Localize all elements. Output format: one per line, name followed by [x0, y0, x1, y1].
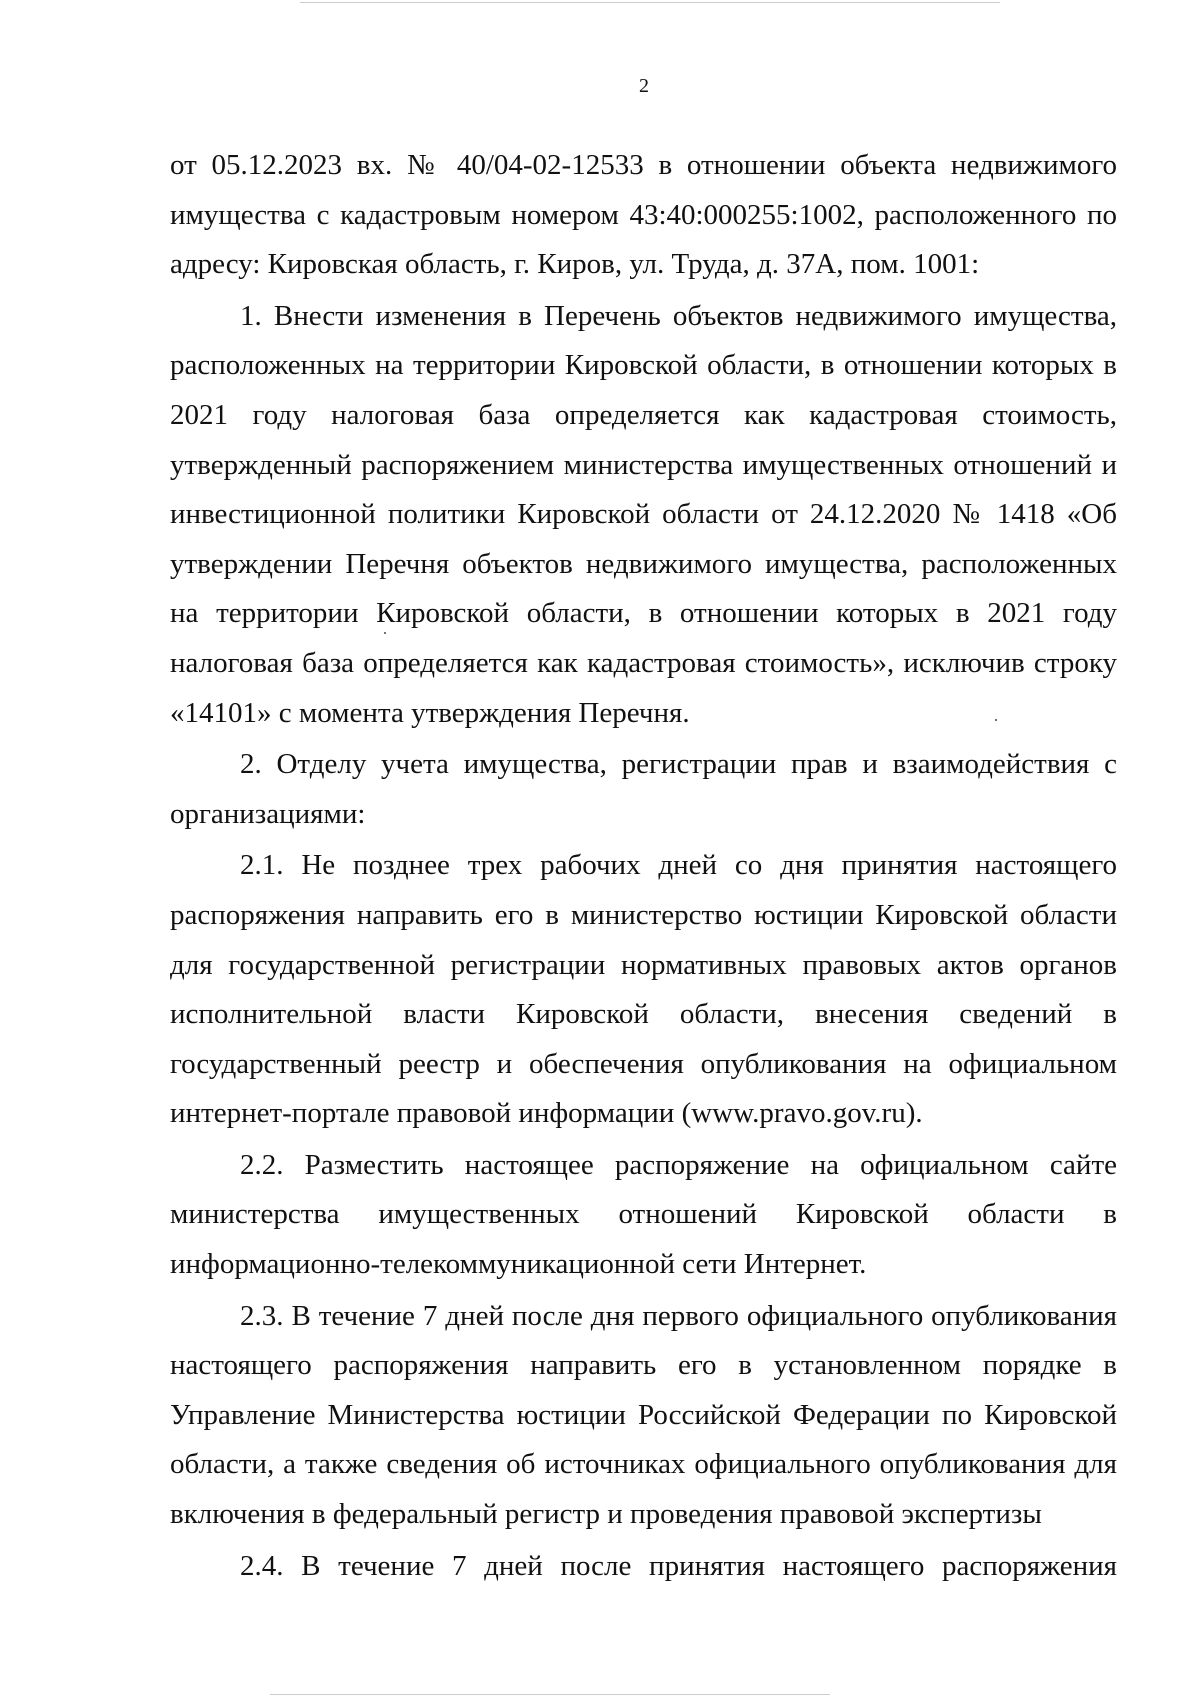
scan-artifact-top: [300, 2, 1000, 3]
page-number: 2: [639, 75, 649, 97]
document-body: [170, 141, 1117, 1593]
scan-speck: [384, 632, 386, 634]
paragraph-item-2: 2. Отделу учета имущества, регистрации прав и взаимодействия с организациями:: [170, 748, 1117, 830]
paragraph-item-2-4: 2.4. В течение 7 дней после принятия настоящего распоряжения: [240, 1549, 1117, 1582]
paragraph-item-2-3: 2.3. В течение 7 дней после дня первого официального опубликования настоящего распоряжения направить его в установленном порядке в Управление Министерства юстиции Российской Федерации по Кировской области, а также сведения об источниках официального опубликования для включения в федеральный регистр и проведения правовой экспертизы: [170, 1299, 1117, 1531]
paragraph-preamble: от 05.12.2023 вх. № 40/04-02-12533 в отношении объекта недвижимого имущества с кадастровым номером 43:40:000255:1002, расположенного по адресу: Кировская область, г. Киров, ул. Труда, д. 37А, пом. 1001:: [170, 149, 1117, 281]
paragraph-item-2-2: 2.2. Разместить настоящее распоряжение на официальном сайте министерства имущественных отношений Кировской области в информационно-телекоммуникационной сети Интернет.: [170, 1148, 1117, 1281]
scan-artifact-bottom: [270, 1694, 830, 1695]
paragraph-item-2-1: 2.1. Не позднее трех рабочих дней со дня принятия настоящего распоряжения направить его в министерство юстиции Кировской области для государственной регистрации нормативных правовых актов органов исполнительной власти Кировской области, внесения сведений в государственный реестр и обеспечения опубликования на официальном интернет-портале правовой информации (www.pravo.gov.ru).: [170, 849, 1117, 1130]
scan-speck: [995, 719, 997, 721]
paragraph-item-1: 1. Внести изменения в Перечень объектов недвижимого имущества, расположенных на территории Кировской области, в отношении которых в 2021 году налоговая база определяется как кадастровая стоимость, утвержденный распоряжением министерства имущественных отношений и инвестиционной политики Кировской области от 24.12.2020 № 1418 «Об утверждении Перечня объектов недвижимого имущества, расположенных на территории Кировской области, в отношении которых в 2021 году налоговая база определяется как кадастровая стоимость», исключив строку «14101» с момента утверждения Перечня.: [170, 299, 1117, 729]
